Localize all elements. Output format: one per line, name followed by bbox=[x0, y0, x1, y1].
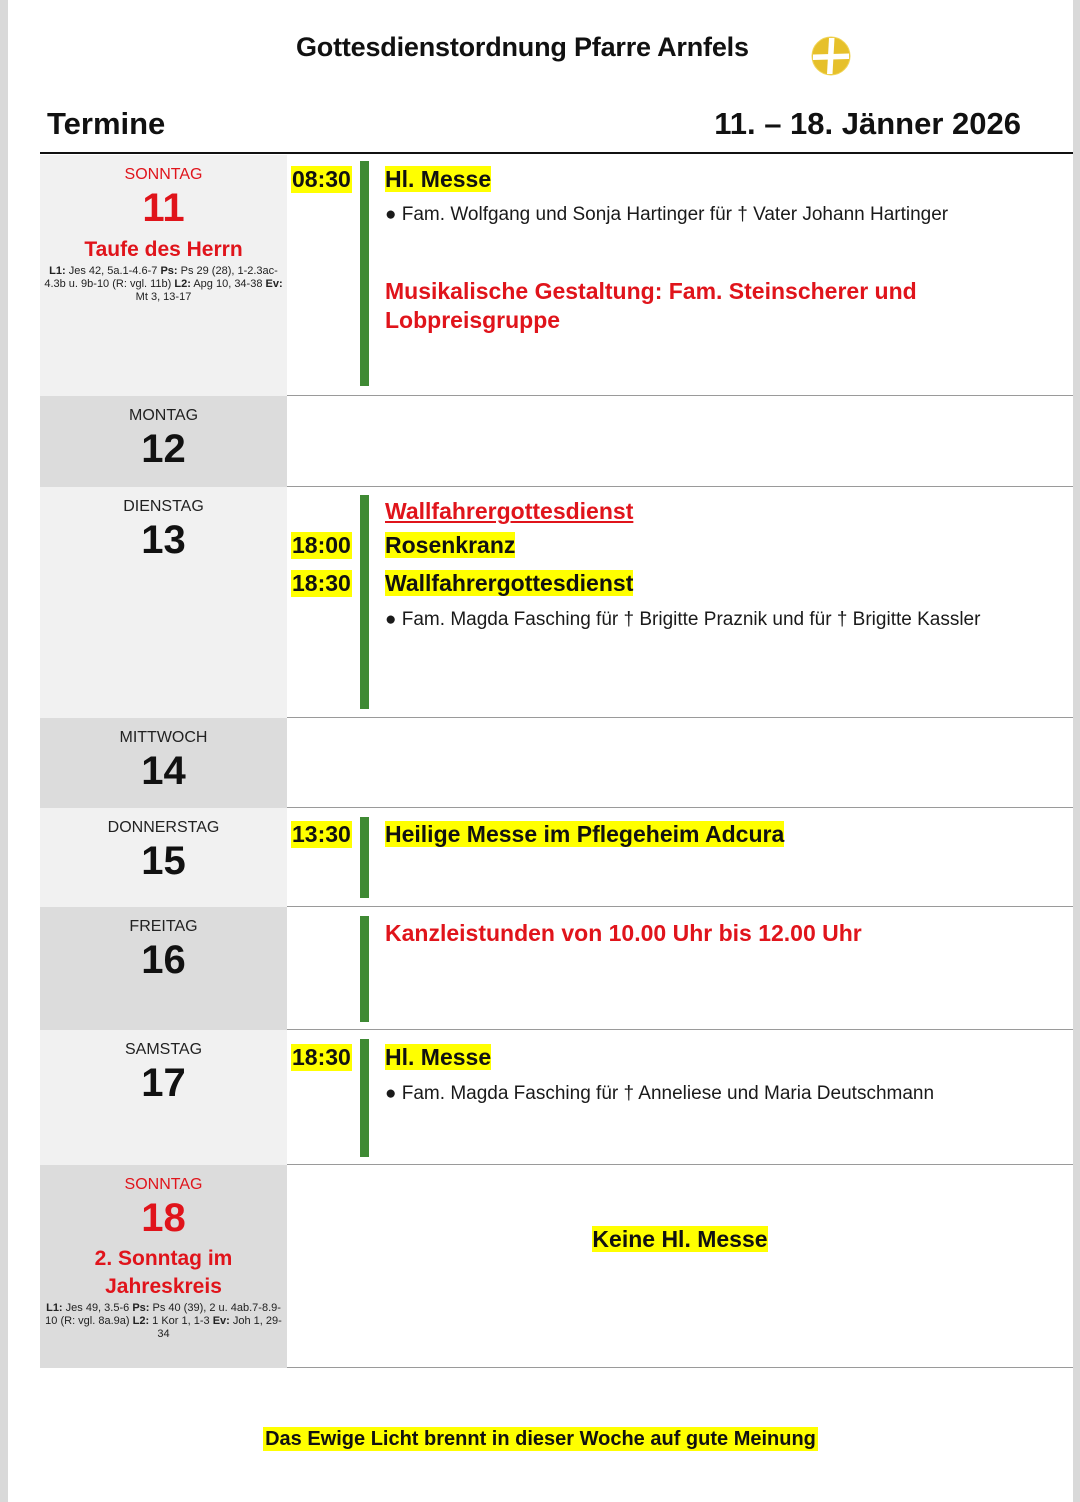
day-content bbox=[287, 718, 1073, 808]
subheader bbox=[8, 106, 1073, 146]
event-time: 08:30 bbox=[292, 166, 351, 192]
event-title: Hl. Messe bbox=[385, 166, 492, 192]
weekday-label: MITTWOCH bbox=[119, 729, 208, 746]
event-title: Hl. Messe bbox=[385, 1044, 492, 1070]
mass-intention: ● Fam. Wolfgang und Sonja Hartinger für † Vater Johann Hartinger bbox=[385, 204, 949, 225]
day-cell bbox=[40, 155, 287, 396]
music-note: Musikalische Gestaltung: Fam. Steinscherer und Lobpreisgruppe bbox=[385, 278, 917, 333]
day-number: 12 bbox=[141, 427, 186, 471]
weekday-label: DIENSTAG bbox=[123, 498, 204, 515]
weekday-label: SAMSTAG bbox=[124, 1041, 203, 1058]
weekday-label: SONNTAG bbox=[124, 166, 203, 183]
weekday-label: DONNERSTAG bbox=[107, 819, 220, 836]
event-time: 18:30 bbox=[292, 1044, 351, 1070]
header-divider bbox=[40, 152, 1073, 154]
day-content bbox=[287, 1030, 1073, 1165]
day-cell bbox=[40, 1030, 287, 1165]
day-row-11 bbox=[40, 155, 1073, 396]
day-number: 13 bbox=[141, 518, 186, 562]
green-bar bbox=[360, 161, 369, 386]
green-bar bbox=[360, 1039, 369, 1157]
green-bar bbox=[360, 916, 369, 1022]
readings: L1: Jes 42, 5a.1-4.6-7 Ps: Ps 29 (28), 1-2.3ac-4.3b u. 9b-10 (R: vgl. 11b) L2: Apg 10, 34-38 Ev: Mt 3, 13-17 bbox=[44, 265, 283, 303]
day-content bbox=[287, 155, 1073, 396]
green-bar bbox=[360, 817, 369, 898]
day-cell bbox=[40, 718, 287, 808]
day-cell bbox=[40, 907, 287, 1030]
mass-intention: ● Fam. Magda Fasching für † Anneliese und Maria Deutschmann bbox=[385, 1083, 935, 1104]
event-time: 18:30 bbox=[292, 570, 351, 596]
footer-note: Das Ewige Licht brennt in dieser Woche auf gute Meinung bbox=[265, 1428, 816, 1450]
event-time: 13:30 bbox=[292, 821, 351, 847]
day-content bbox=[287, 808, 1073, 907]
day-content bbox=[287, 396, 1073, 487]
feast-title: Taufe des Herrn bbox=[84, 238, 243, 261]
day-row-15 bbox=[40, 808, 1073, 907]
day-row-13 bbox=[40, 487, 1073, 718]
office-hours-note: Kanzleistunden von 10.00 Uhr bis 12.00 Uhr bbox=[385, 920, 862, 946]
day-cell bbox=[40, 487, 287, 718]
catholic-cross-logo-icon bbox=[810, 35, 852, 77]
day-content bbox=[287, 1165, 1073, 1368]
event-title: Heilige Messe im Pflegeheim Adcura bbox=[385, 821, 785, 847]
green-bar bbox=[360, 495, 369, 709]
day-number: 18 bbox=[141, 1196, 186, 1240]
page-title: Gottesdienstordnung Pfarre Arnfels bbox=[296, 32, 749, 62]
day-row-17 bbox=[40, 1030, 1073, 1165]
mass-intention: ● Fam. Magda Fasching für † Brigitte Praznik und für † Brigitte Kassler bbox=[385, 609, 981, 630]
day-cell bbox=[40, 1165, 287, 1368]
day-row-16 bbox=[40, 907, 1073, 1030]
day-number: 11 bbox=[142, 186, 185, 230]
day-row-14 bbox=[40, 718, 1073, 808]
day-number: 14 bbox=[141, 749, 186, 793]
title-row bbox=[8, 28, 1073, 78]
section-label: Termine bbox=[47, 106, 166, 141]
weekday-label: SONNTAG bbox=[124, 1176, 203, 1193]
day-cell bbox=[40, 808, 287, 907]
event-time: 18:00 bbox=[292, 532, 351, 558]
day-number: 17 bbox=[141, 1061, 186, 1105]
no-mass-note: Keine Hl. Messe bbox=[592, 1226, 768, 1252]
day-row-18 bbox=[40, 1165, 1073, 1368]
day-content bbox=[287, 487, 1073, 718]
day-content bbox=[287, 907, 1073, 1030]
day-number: 15 bbox=[141, 839, 186, 883]
day-row-12 bbox=[40, 396, 1073, 487]
date-range: 11. – 18. Jänner 2026 bbox=[714, 106, 1021, 141]
weekday-label: MONTAG bbox=[128, 407, 199, 424]
feast-title: 2. Sonntag im Jahreskreis bbox=[94, 1247, 233, 1298]
event-title: Rosenkranz bbox=[385, 532, 516, 558]
readings: L1: Jes 49, 3.5-6 Ps: Ps 40 (39), 2 u. 4ab.7-8.9-10 (R: vgl. 8a.9a) L2: 1 Kor 1, 1-3 Ev: Joh 1, 29-34 bbox=[45, 1302, 282, 1340]
day-cell bbox=[40, 396, 287, 487]
event-heading: Wallfahrergottesdienst bbox=[385, 498, 634, 524]
day-number: 16 bbox=[141, 938, 186, 982]
weekday-label: FREITAG bbox=[129, 918, 198, 935]
document-page bbox=[8, 0, 1073, 1502]
event-title: Wallfahrergottesdienst bbox=[385, 570, 634, 596]
